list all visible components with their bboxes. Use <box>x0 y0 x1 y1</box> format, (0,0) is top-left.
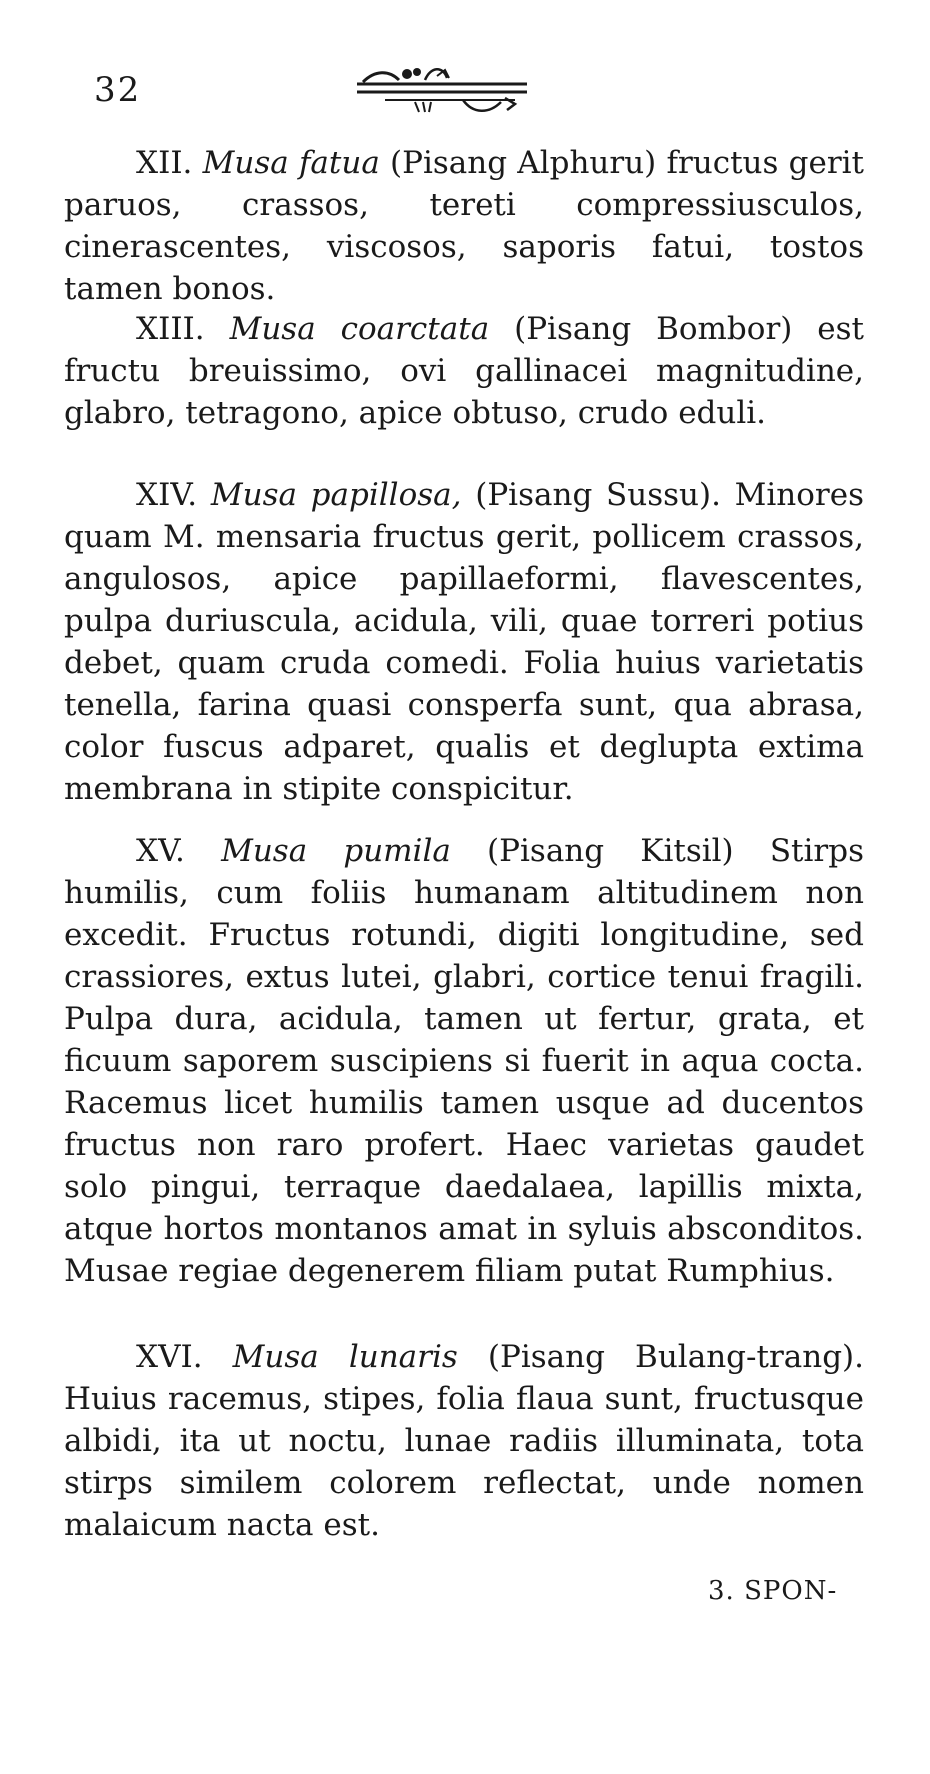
entry-text: (Pisang Bombor) est fructu breuissimo, ovi gallinacei magnitudine, glabro, tetragono, apice obtuso, crudo eduli. <box>64 311 864 431</box>
entry-numeral: XIII. <box>136 311 205 347</box>
entry-paragraph <box>64 308 864 434</box>
latin-name: Musa coarctata <box>229 311 490 347</box>
latin-name: Musa lunaris <box>232 1339 458 1375</box>
entry-numeral: XIV. <box>136 477 198 513</box>
entry-xii <box>64 142 864 310</box>
entry-text: (Pisang Bulang-trang). Huius racemus, stipes, folia flaua sunt, fructusque albidi, ita ut noctu, lunae radiis illuminata, tota stirps similem colorem reflectat, unde nomen malaicum nacta est. <box>64 1339 865 1543</box>
latin-name: Musa papillosa, <box>210 477 462 513</box>
entry-xiii <box>64 308 864 434</box>
entry-paragraph <box>64 1336 864 1546</box>
entry-xv <box>64 830 864 1292</box>
entry-paragraph <box>64 830 864 1292</box>
entry-numeral: XII. <box>136 145 193 181</box>
entry-numeral: XVI. <box>136 1339 203 1375</box>
latin-name: Musa pumila <box>221 833 451 869</box>
entry-text: (Pisang Kitsil) Stirps humilis, cum foliis humanam altitudinem non excedit. Fructus rotundi, digiti longitudine, sed crassiores, extus lutei, glabri, cortice tenui fragili. Pulpa dura, acidula, tamen ut fertur, grata, et ficuum saporem suscipiens si fuerit in aqua cocta. Racemus licet humilis tamen usque ad ducentos fructus non raro profert. Haec varietas gaudet solo pingui, terraque daedalaea, lapillis mixta, atque hortos montanos amat in syluis absconditos. Musae regiae degenerem filiam putat Rumphius. <box>64 833 864 1289</box>
entry-text: (Pisang Alphuru) fructus gerit paruos, crassos, tereti compressiusculos, cinerascentes, viscosos, saporis fatui, tostos tamen bonos. <box>64 145 865 307</box>
latin-name: Musa fatua <box>202 145 380 181</box>
entry-text: (Pisang Sussu). Minores quam M. mensaria fructus gerit, pollicem crassos, angulosos, apice papillaeformi, flavescentes, pulpa duriuscula, acidula, vili, quae torreri potius debet, quam cruda comedi. Folia huius varietatis tenella, farina quasi consperfa sunt, qua abrasa, color fuscus adparet, qualis et deglupta extima membrana in stipite conspicitur. <box>64 477 864 807</box>
entry-paragraph <box>64 474 864 810</box>
entry-numeral: XV. <box>136 833 185 869</box>
entry-xiv <box>64 474 864 810</box>
page-number: 32 <box>94 70 142 110</box>
floral-headpiece-ornament-icon <box>355 62 530 118</box>
entry-paragraph <box>64 142 864 310</box>
catchword: 3. SPON- <box>708 1576 838 1606</box>
entry-xvi <box>64 1336 864 1546</box>
